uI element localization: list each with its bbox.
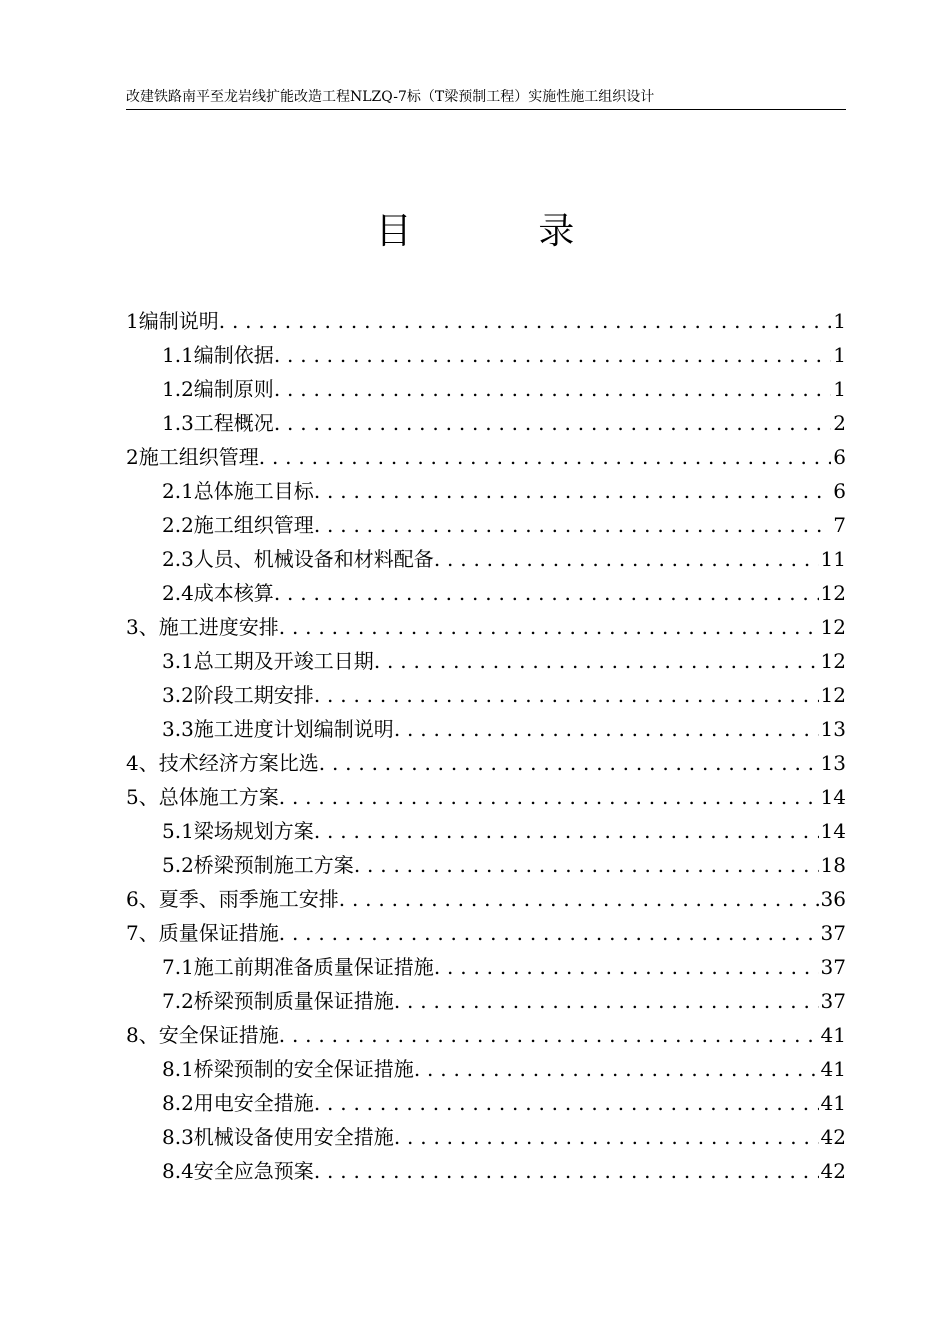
toc-entry-page-number: 1 [833,343,846,367]
toc-entry-label: 2.2施工组织管理 [162,513,314,537]
toc-entry[interactable] [126,508,846,542]
toc-entry[interactable] [126,916,846,950]
toc-entry-page-number: 2 [833,411,846,435]
toc-entry-page-number: 41 [820,1023,846,1047]
toc-entry-page-number: 13 [820,751,846,775]
toc-dot-leader [279,916,819,950]
toc-dot-leader [274,372,831,406]
toc-dot-leader [314,1154,819,1188]
toc-entry[interactable] [126,1154,846,1188]
toc-entry-label: 8.2用电安全措施 [162,1091,314,1115]
toc-dot-leader [314,678,819,712]
toc-entry-page-number: 41 [820,1091,846,1115]
toc-entry-label: 4、技术经济方案比选 [126,751,319,775]
toc-entry-page-number: 37 [820,955,846,979]
toc-entry-page-number: 12 [820,683,846,707]
toc-entry[interactable] [126,610,846,644]
toc-entry-label: 5、总体施工方案 [126,785,279,809]
toc-dot-leader [219,304,832,338]
toc-entry-label: 2.4成本核算 [162,581,274,605]
toc-entry-page-number: 1 [833,309,846,333]
toc-entry[interactable] [126,746,846,780]
toc-entry-label: 8.1桥梁预制的安全保证措施 [162,1057,414,1081]
toc-entry-page-number: 6 [833,479,846,503]
toc-entry-label: 3.1总工期及开竣工日期 [162,649,374,673]
toc-entry[interactable] [126,814,846,848]
toc-entry-page-number: 7 [833,513,846,537]
toc-entry-page-number: 41 [820,1057,846,1081]
toc-entry[interactable] [126,882,846,916]
toc-entry-page-number: 14 [820,785,846,809]
running-header: 改建铁路南平至龙岩线扩能改造工程NLZQ-7标（T梁预制工程）实施性施工组织设计 [126,89,655,105]
toc-dot-leader [259,440,832,474]
toc-entry-label: 1.3工程概况 [162,411,274,435]
toc-entry[interactable] [126,1120,846,1154]
toc-entry[interactable] [126,678,846,712]
toc-entry[interactable] [126,474,846,508]
toc-entry-label: 7.1施工前期准备质量保证措施 [162,955,434,979]
toc-dot-leader [279,1018,819,1052]
toc-entry[interactable] [126,780,846,814]
toc-entry[interactable] [126,984,846,1018]
toc-entry-page-number: 13 [820,717,846,741]
toc-entry-label: 3.3施工进度计划编制说明 [162,717,394,741]
toc-dot-leader [314,1086,819,1120]
toc-entry-page-number: 11 [820,547,846,571]
toc-dot-leader [394,984,819,1018]
toc-entry[interactable] [126,406,846,440]
toc-entry[interactable] [126,848,846,882]
toc-dot-leader [279,610,819,644]
header-rule [126,109,846,110]
toc-entry-label: 1编制说明 [126,309,219,333]
toc-entry-page-number: 12 [820,615,846,639]
toc-entry[interactable] [126,1086,846,1120]
toc-entry-label: 1.1编制依据 [162,343,274,367]
toc-entry-page-number: 42 [820,1125,846,1149]
toc-entry-page-number: 18 [820,853,846,877]
toc-dot-leader [274,576,819,610]
toc-entry-label: 7.2桥梁预制质量保证措施 [162,989,394,1013]
toc-entry-label: 8.4安全应急预案 [162,1159,314,1183]
toc-entry-page-number: 14 [820,819,846,843]
toc-dot-leader [394,712,819,746]
toc-dot-leader [414,1052,819,1086]
toc-entry[interactable] [126,1018,846,1052]
toc-entry[interactable] [126,1052,846,1086]
toc-entry-label: 2.3人员、机械设备和材料配备 [162,547,434,571]
toc-entry[interactable] [126,950,846,984]
toc-entry-label: 5.2桥梁预制施工方案 [162,853,354,877]
toc-entry-page-number: 12 [820,649,846,673]
toc-dot-leader [314,474,831,508]
toc-entry[interactable] [126,542,846,576]
toc-entry-page-number: 1 [833,377,846,401]
toc-dot-leader [279,780,819,814]
toc-entry-page-number: 42 [820,1159,846,1183]
toc-dot-leader [339,882,819,916]
toc-entry-page-number: 6 [833,445,846,469]
table-of-contents [126,304,846,1188]
toc-entry-label: 2施工组织管理 [126,445,259,469]
toc-dot-leader [394,1120,819,1154]
toc-entry[interactable] [126,372,846,406]
toc-dot-leader [434,950,819,984]
toc-entry-page-number: 12 [820,581,846,605]
toc-entry-label: 3、施工进度安排 [126,615,279,639]
toc-entry[interactable] [126,304,846,338]
toc-dot-leader [374,644,819,678]
toc-entry[interactable] [126,338,846,372]
toc-entry-label: 3.2阶段工期安排 [162,683,314,707]
toc-entry-label: 8.3机械设备使用安全措施 [162,1125,394,1149]
toc-entry[interactable] [126,576,846,610]
toc-dot-leader [319,746,819,780]
toc-entry[interactable] [126,644,846,678]
toc-entry-label: 2.1总体施工目标 [162,479,314,503]
toc-dot-leader [314,814,819,848]
toc-dot-leader [314,508,831,542]
toc-dot-leader [274,406,831,440]
toc-dot-leader [434,542,819,576]
toc-dot-leader [274,338,831,372]
toc-entry[interactable] [126,712,846,746]
toc-entry-label: 5.1梁场规划方案 [162,819,314,843]
page-title: 目 录 [375,211,632,252]
toc-entry[interactable] [126,440,846,474]
toc-entry-label: 1.2编制原则 [162,377,274,401]
toc-entry-page-number: 37 [820,921,846,945]
toc-entry-page-number: 36 [820,887,846,911]
toc-entry-label: 6、夏季、雨季施工安排 [126,887,339,911]
toc-entry-label: 8、安全保证措施 [126,1023,279,1047]
toc-entry-label: 7、质量保证措施 [126,921,279,945]
toc-entry-page-number: 37 [820,989,846,1013]
toc-dot-leader [354,848,819,882]
